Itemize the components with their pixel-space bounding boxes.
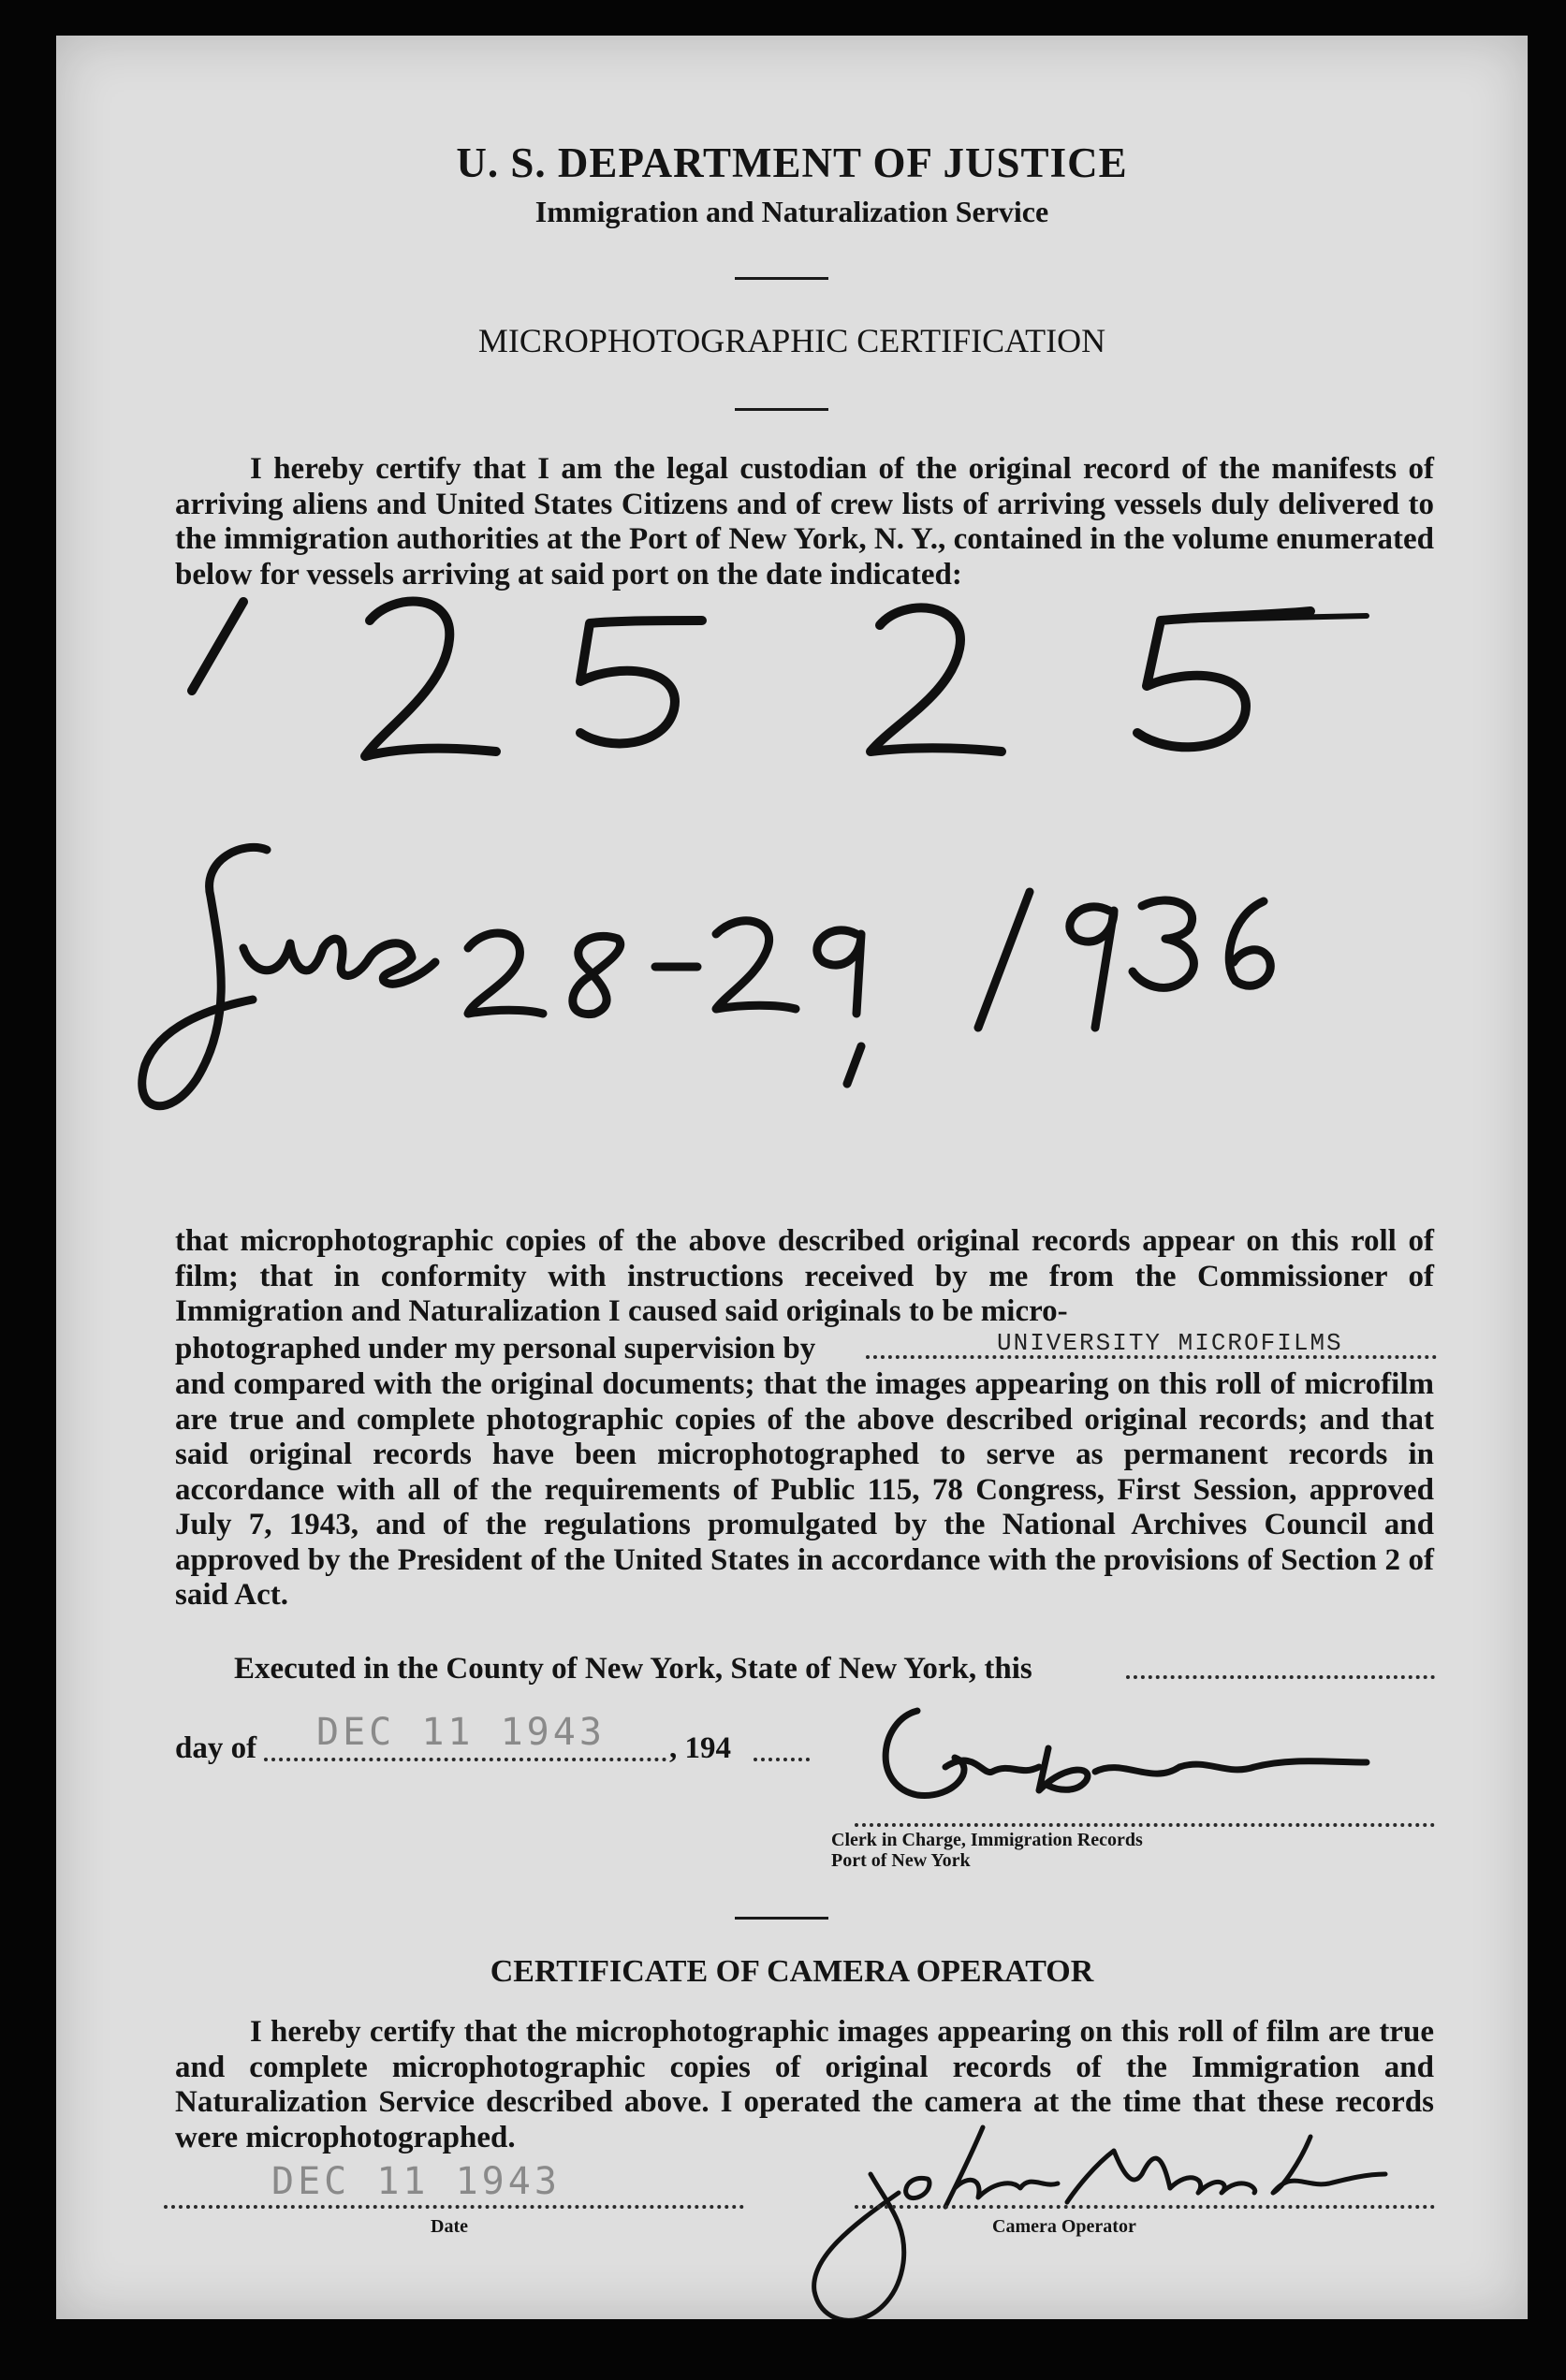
supervision-label: photographed under my personal supervision by xyxy=(175,1332,816,1365)
camera-operator-title: CERTIFICATE OF CAMERA OPERATOR xyxy=(490,1954,1094,1989)
certificate-page xyxy=(56,36,1528,2319)
operator-date-stamp: DEC 11 1943 xyxy=(271,2160,561,2203)
year-prefix: , 194 xyxy=(669,1731,731,1765)
operator-signature xyxy=(56,36,1528,2319)
operator-signature-line xyxy=(855,2205,1435,2209)
day-of-label: day of xyxy=(175,1731,257,1765)
department-heading: U. S. DEPARTMENT OF JUSTICE xyxy=(456,139,1128,186)
clerk-port: Port of New York xyxy=(831,1850,971,1871)
custodian-paragraph: I hereby certify that I am the legal custodian of the original record of the manifests of arriving aliens and United States Citizens and of crew lists of arriving vessels duly delivered to the immigration authorities at the Port of New York, N. Y., contained in the volume enumerated below for vessels arriving at said port on the date indicated: xyxy=(175,452,1434,591)
clerk-title: Clerk in Charge, Immigration Records xyxy=(831,1830,1143,1850)
microphoto-paragraph-b: and compared with the original documents; that the images appearing on this roll of microfilm are true and complete photographic copies of the above described original records; and that said original records have been microphotographed to serve as permanent records in accordance with all of the requirements of Public 115, 78 Congress, First Session, approved July 7, 1943, and of the regulations promulgated by the National Archives Council and approved by the President of the United States in accordance with the provisions of Section 2 of said Act. xyxy=(175,1367,1434,1612)
date-label: Date xyxy=(431,2216,468,2237)
camera-operator-paragraph: I hereby certify that the microphotographic images appearing on this roll of film are true and complete microphotographic copies of original records of the Immigration and Naturalization Service described above. I operated the camera at the time that these records were microphotographed. xyxy=(175,2015,1434,2154)
service-heading: Immigration and Naturalization Service xyxy=(534,195,1049,228)
supervisor-name: UNIVERSITY MICROFILMS xyxy=(997,1329,1343,1357)
executed-line: Executed in the County of New York, State of New York, this xyxy=(234,1652,1032,1686)
date-stamp: DEC 11 1943 xyxy=(316,1711,606,1754)
microphoto-paragraph-a: that microphotographic copies of the above described original records appear on this roll of film; that in conformity with instructions received by me from the Commissioner of Immigration and Naturalization I caused said originals to be micro- xyxy=(175,1224,1434,1328)
camera-operator-label: Camera Operator xyxy=(992,2216,1136,2237)
certificate-title: MICROPHOTOGRAPHIC CERTIFICATION xyxy=(477,322,1106,359)
